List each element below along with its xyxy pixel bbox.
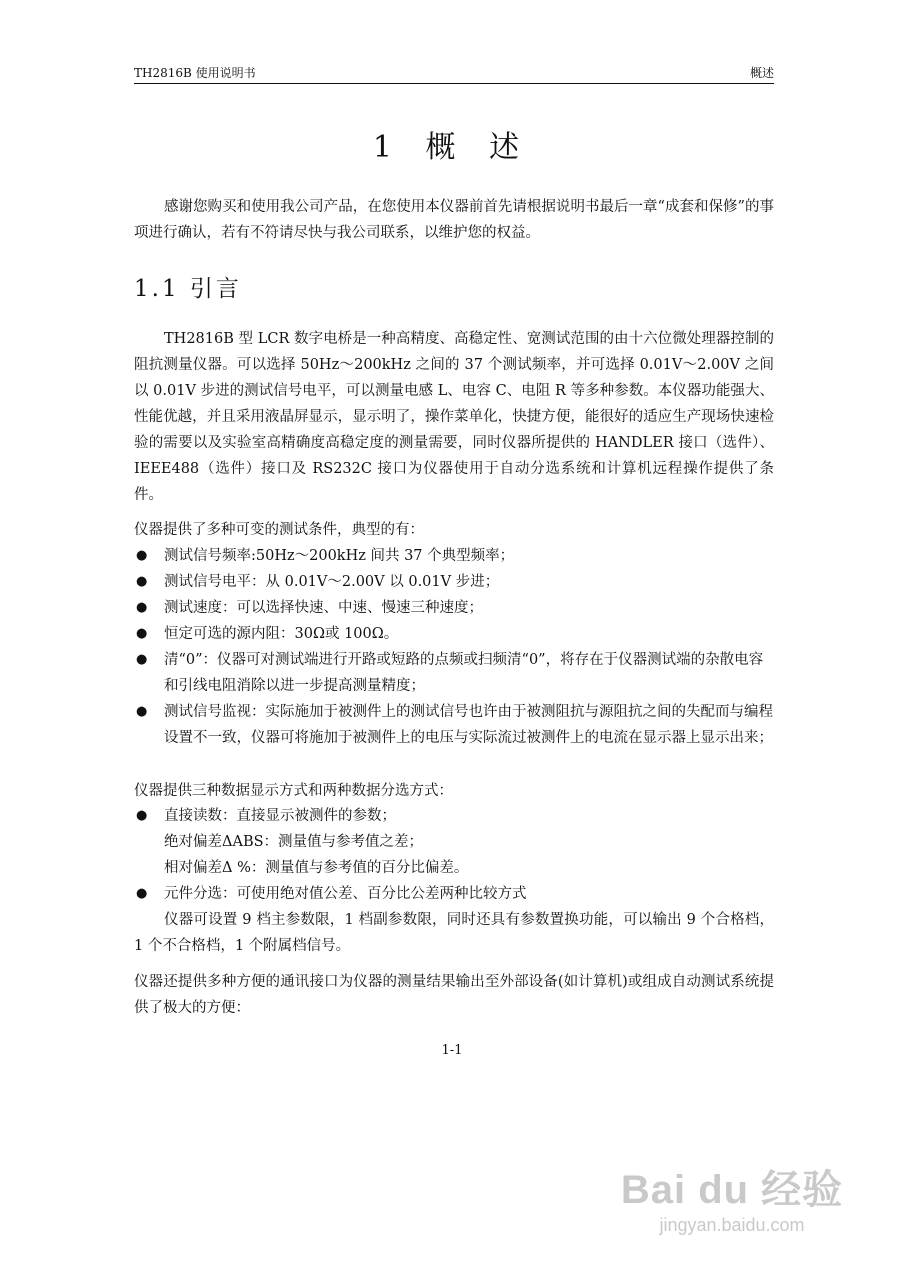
header-chapter-name: 概述 — [749, 66, 774, 80]
conditions-list — [134, 543, 774, 751]
bullet-icon: ● — [136, 808, 148, 823]
list-item: ● 测试速度：可以选择快速、中速、慢速三种速度； — [134, 595, 774, 621]
watermark-url: jingyan.baidu.com — [659, 1215, 805, 1235]
intro-paragraph: 感谢您购买和使用我公司产品，在您使用本仪器前首先请根据说明书最后一章“成套和保修”的事项进行确认，若有不符请尽快与我公司联系，以维护您的权益。 — [134, 199, 774, 241]
overview-paragraph: TH2816B 型 LCR 数字电桥是一种高精度、高稳定性、宽测试范围的由十六位微处理器控制的阻抗测量仪器。可以选择 50Hz～200kHz 之间的 37 个测试频率，并可选择 0.01V～2.00V 之间以 0.01V 步进的测试信号电平，可以测量电感 L、电容 C、电阻 R 等多种参数。本仪器功能强大、性能优越，并且采用液晶屏显示，显示明了，操作菜单化，快捷方便，能很好的适应生产现场快速检验的需要以及实验室高精确度高稳定度的测量需要，同时仪器所提供的 HANDLER 接口（选件）、IEEE488（选件）接口及 RS232C 接口为仪器使用于自动分选系统和计算机远程操作提供了条件。 — [134, 331, 774, 503]
list-item: ● 恒定可选的源内阻：30Ω或 100Ω。 — [134, 621, 774, 647]
list-item: ● 测试信号频率:50Hz～200kHz 间共 37 个典型频率； — [134, 543, 774, 569]
interface-paragraph: 仪器还提供多种方便的通讯接口为仪器的测量结果输出至外部设备(如计算机)或组成自动测试系统提供了极大的方便： — [134, 974, 774, 1016]
bullet-icon: ● — [136, 886, 148, 901]
chapter-title: 1 概 述 — [372, 130, 532, 165]
bullet-icon: ● — [136, 600, 148, 615]
list-item: ● 清“0”：仪器可对测试端进行开路或短路的点频或扫频清“0”，将存在于仪器测试端的杂散电容和引线电阻消除以进一步提高测量精度； — [134, 647, 774, 699]
list-item: ● 测试信号监视：实际施加于被测件上的测试信号也许由于被测阻抗与源阻抗之间的失配而与编程设置不一致，仪器可将施加于被测件上的电压与实际流过被测件上的电流在显示器上显示出来； — [134, 699, 774, 751]
sorting-detail-paragraph: 仪器可设置 9 档主参数限，1 档副参数限，同时还具有参数置换功能，可以输出 9 个合格档，1 个不合格档，1 个附属档信号。 — [134, 912, 774, 954]
bullet-icon: ● — [136, 704, 148, 719]
bullet-icon: ● — [136, 626, 148, 641]
bullet-icon: ● — [136, 548, 148, 563]
list-subitem: 绝对偏差ΔABS：测量值与参考值之差； — [164, 834, 424, 850]
list-subitem: 相对偏差Δ %：测量值与参考值的百分比偏差。 — [164, 860, 469, 876]
page-header — [134, 62, 774, 82]
display-modes-list — [134, 803, 774, 907]
bullet-icon: ● — [136, 574, 148, 589]
conditions-intro: 仪器提供了多种可变的测试条件，典型的有： — [134, 522, 424, 538]
list-item: ● 测试信号电平：从 0.01V～2.00V 以 0.01V 步进； — [134, 569, 774, 595]
header-manual-title: TH2816B 使用说明书 — [134, 66, 256, 80]
list-item: ● 直接读数：直接显示被测件的参数； — [134, 803, 774, 829]
watermark-brand: Bai du 经验 — [620, 1168, 844, 1212]
section-heading: 1.1 引言 — [134, 276, 242, 302]
list-item: ● 元件分选：可使用绝对值公差、百分比公差两种比较方式 — [134, 881, 774, 907]
bullet-icon: ● — [136, 652, 148, 667]
baidu-jingyan-watermark — [612, 1158, 852, 1248]
display-modes-intro: 仪器提供三种数据显示方式和两种数据分选方式： — [134, 783, 453, 799]
page-number: 1-1 — [441, 1043, 463, 1058]
header-divider — [134, 83, 774, 84]
